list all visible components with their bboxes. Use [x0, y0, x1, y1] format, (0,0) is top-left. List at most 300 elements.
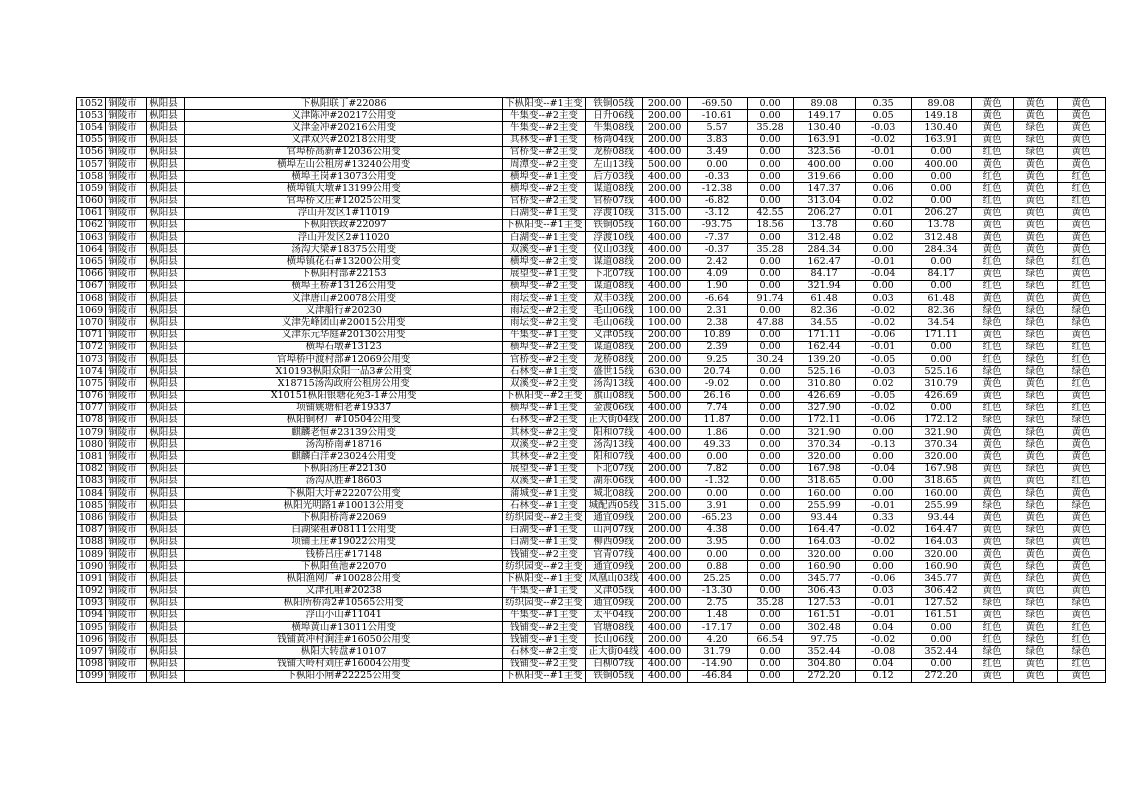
substation-cell: 下枞阳变--#1主变	[503, 98, 585, 110]
value-d-cell: 0.35	[855, 98, 911, 110]
status-color-3-cell: 黄色	[1057, 98, 1105, 110]
station-name-cell: 横埠黄山#13011公用变	[185, 622, 503, 634]
status-color-2-cell: 黄色	[1013, 658, 1057, 670]
status-color-2-cell: 绿色	[1013, 609, 1057, 621]
value-b-cell: 0.00	[747, 524, 793, 536]
status-color-3-cell: 黄色	[1057, 573, 1105, 585]
status-color-2-cell: 绿色	[1013, 524, 1057, 536]
capacity-cell: 160.00	[642, 219, 687, 231]
value-d-cell: -0.06	[855, 573, 911, 585]
value-c-cell: 304.80	[793, 658, 855, 670]
station-name-cell: 义津双兴#20218公用变	[185, 134, 503, 146]
substation-cell: 其林变--#1主变	[503, 134, 585, 146]
value-b-cell: 42.55	[747, 207, 793, 219]
row-number-cell: 1099	[77, 670, 106, 682]
value-a-cell: 2.42	[687, 256, 747, 268]
value-a-cell: 2.38	[687, 317, 747, 329]
value-e-cell: 206.27	[911, 207, 971, 219]
substation-cell: 钱铺变--#2主变	[503, 658, 585, 670]
table-row	[77, 280, 1106, 292]
feeder-line-cell: 城北08线	[585, 488, 642, 500]
status-color-1-cell: 黄色	[971, 585, 1013, 597]
value-b-cell: 0.00	[747, 158, 793, 170]
value-c-cell: 272.20	[793, 670, 855, 682]
substation-cell: 下枞阳变--#1主变	[503, 573, 585, 585]
status-color-2-cell: 黄色	[1013, 158, 1057, 170]
status-color-2-cell: 绿色	[1013, 646, 1057, 658]
status-color-3-cell: 黄色	[1057, 329, 1105, 341]
value-b-cell: 0.00	[747, 585, 793, 597]
row-number-cell: 1080	[77, 439, 106, 451]
status-color-2-cell: 绿色	[1013, 573, 1057, 585]
value-a-cell: -17.17	[687, 622, 747, 634]
status-color-3-cell: 黄色	[1057, 158, 1105, 170]
value-c-cell: 313.04	[793, 195, 855, 207]
value-e-cell: 318.65	[911, 475, 971, 487]
value-b-cell: 47.88	[747, 317, 793, 329]
row-number-cell: 1087	[77, 524, 106, 536]
value-b-cell: 0.00	[747, 98, 793, 110]
substation-cell: 石林变--#1主变	[503, 500, 585, 512]
value-a-cell: -93.75	[687, 219, 747, 231]
status-color-3-cell: 黄色	[1057, 219, 1105, 231]
substation-cell: 横埠变--#1主变	[503, 171, 585, 183]
value-a-cell: 3.91	[687, 500, 747, 512]
substation-cell: 纺织园变--#2主变	[503, 512, 585, 524]
status-color-3-cell: 红色	[1057, 280, 1105, 292]
capacity-cell: 200.00	[642, 536, 687, 548]
substation-cell: 雨坛变--#2主变	[503, 305, 585, 317]
status-color-2-cell: 绿色	[1013, 488, 1057, 500]
station-name-cell: 项铺王庄#19022公用变	[185, 536, 503, 548]
city-cell: 铜陵市	[106, 329, 147, 341]
status-color-2-cell: 黄色	[1013, 378, 1057, 390]
value-d-cell: -0.06	[855, 329, 911, 341]
county-cell: 枞阳县	[147, 524, 185, 536]
value-c-cell: 206.27	[793, 207, 855, 219]
station-name-cell: 钱桥吕庄#17148	[185, 548, 503, 560]
county-cell: 枞阳县	[147, 609, 185, 621]
capacity-cell: 500.00	[642, 158, 687, 170]
county-cell: 枞阳县	[147, 512, 185, 524]
station-name-cell: 官埠桥中渡村部#12069公用变	[185, 353, 503, 365]
station-name-cell: 汤沟桥南#18716	[185, 439, 503, 451]
value-a-cell: -10.61	[687, 110, 747, 122]
county-cell: 枞阳县	[147, 634, 185, 646]
table-row	[77, 219, 1106, 231]
city-cell: 铜陵市	[106, 475, 147, 487]
station-name-cell: 横埠镇大墩#13199公用变	[185, 183, 503, 195]
value-e-cell: 306.42	[911, 585, 971, 597]
table-row	[77, 646, 1106, 658]
row-number-cell: 1072	[77, 341, 106, 353]
capacity-cell: 400.00	[642, 244, 687, 256]
city-cell: 铜陵市	[106, 390, 147, 402]
station-name-cell: 横埠石墩#13123	[185, 341, 503, 353]
table-row	[77, 512, 1106, 524]
value-b-cell: 0.00	[747, 609, 793, 621]
table-row	[77, 122, 1106, 134]
status-color-2-cell: 绿色	[1013, 597, 1057, 609]
value-b-cell: 0.00	[747, 195, 793, 207]
substation-cell: 雨坛变--#1主变	[503, 293, 585, 305]
status-color-1-cell: 红色	[971, 634, 1013, 646]
value-d-cell: -0.05	[855, 353, 911, 365]
value-a-cell: 3.95	[687, 536, 747, 548]
row-number-cell: 1061	[77, 207, 106, 219]
capacity-cell: 315.00	[642, 207, 687, 219]
feeder-line-cell: 浮渡10线	[585, 207, 642, 219]
value-a-cell: -9.02	[687, 378, 747, 390]
status-color-3-cell: 黄色	[1057, 439, 1105, 451]
value-e-cell: 0.00	[911, 146, 971, 158]
county-cell: 枞阳县	[147, 427, 185, 439]
city-cell: 铜陵市	[106, 548, 147, 560]
feeder-line-cell: 谋道08线	[585, 280, 642, 292]
value-b-cell: 0.00	[747, 402, 793, 414]
capacity-cell: 400.00	[642, 402, 687, 414]
value-a-cell: 7.74	[687, 402, 747, 414]
status-color-3-cell: 红色	[1057, 171, 1105, 183]
status-color-3-cell: 黄色	[1057, 134, 1105, 146]
status-color-3-cell: 黄色	[1057, 207, 1105, 219]
table-row	[77, 548, 1106, 560]
value-a-cell: 4.09	[687, 268, 747, 280]
substation-cell: 钱铺变--#2主变	[503, 622, 585, 634]
value-c-cell: 172.11	[793, 414, 855, 426]
value-d-cell: 0.03	[855, 293, 911, 305]
county-cell: 枞阳县	[147, 195, 185, 207]
station-name-cell: 汤沟大梁#18375公用变	[185, 244, 503, 256]
status-color-1-cell: 红色	[971, 341, 1013, 353]
status-color-3-cell: 绿色	[1057, 366, 1105, 378]
city-cell: 铜陵市	[106, 536, 147, 548]
row-number-cell: 1073	[77, 353, 106, 365]
value-a-cell: 49.33	[687, 439, 747, 451]
value-d-cell: -0.08	[855, 646, 911, 658]
table-row	[77, 488, 1106, 500]
status-color-1-cell: 绿色	[971, 305, 1013, 317]
value-e-cell: 171.11	[911, 329, 971, 341]
status-color-1-cell: 绿色	[971, 597, 1013, 609]
value-e-cell: 0.00	[911, 195, 971, 207]
station-name-cell: 浮山开发区2#11020	[185, 232, 503, 244]
capacity-cell: 200.00	[642, 110, 687, 122]
table-row	[77, 414, 1106, 426]
county-cell: 枞阳县	[147, 573, 185, 585]
value-d-cell: 0.00	[855, 280, 911, 292]
value-e-cell: 0.00	[911, 280, 971, 292]
status-color-3-cell: 红色	[1057, 622, 1105, 634]
value-c-cell: 61.48	[793, 293, 855, 305]
value-a-cell: 4.38	[687, 524, 747, 536]
substation-cell: 官桥变--#2主变	[503, 146, 585, 158]
value-a-cell: -0.33	[687, 171, 747, 183]
status-color-1-cell: 绿色	[971, 317, 1013, 329]
city-cell: 铜陵市	[106, 195, 147, 207]
station-name-cell: 下枞阳村部#22153	[185, 268, 503, 280]
value-e-cell: 13.78	[911, 219, 971, 231]
substation-cell: 其林变--#2主变	[503, 451, 585, 463]
value-e-cell: 321.90	[911, 427, 971, 439]
city-cell: 铜陵市	[106, 609, 147, 621]
status-color-1-cell: 黄色	[971, 244, 1013, 256]
capacity-cell: 400.00	[642, 646, 687, 658]
status-color-3-cell: 绿色	[1057, 414, 1105, 426]
value-c-cell: 160.90	[793, 561, 855, 573]
row-number-cell: 1089	[77, 548, 106, 560]
city-cell: 铜陵市	[106, 122, 147, 134]
status-color-2-cell: 绿色	[1013, 329, 1057, 341]
status-color-3-cell: 红色	[1057, 378, 1105, 390]
value-a-cell: -0.37	[687, 244, 747, 256]
capacity-cell: 400.00	[642, 451, 687, 463]
station-name-cell: 汤沟从胜#18603	[185, 475, 503, 487]
table-row	[77, 256, 1106, 268]
value-c-cell: 164.47	[793, 524, 855, 536]
value-b-cell: 0.00	[747, 134, 793, 146]
city-cell: 铜陵市	[106, 658, 147, 670]
city-cell: 铜陵市	[106, 353, 147, 365]
value-a-cell: -6.64	[687, 293, 747, 305]
table-row	[77, 110, 1106, 122]
feeder-line-cell: 金渡06线	[585, 402, 642, 414]
capacity-cell: 400.00	[642, 378, 687, 390]
row-number-cell: 1077	[77, 402, 106, 414]
county-cell: 枞阳县	[147, 366, 185, 378]
value-b-cell: 0.00	[747, 366, 793, 378]
value-d-cell: -0.13	[855, 439, 911, 451]
city-cell: 铜陵市	[106, 402, 147, 414]
status-color-2-cell: 绿色	[1013, 463, 1057, 475]
value-c-cell: 345.77	[793, 573, 855, 585]
capacity-cell: 200.00	[642, 597, 687, 609]
status-color-2-cell: 绿色	[1013, 414, 1057, 426]
capacity-cell: 400.00	[642, 195, 687, 207]
value-d-cell: -0.02	[855, 134, 911, 146]
value-e-cell: 345.77	[911, 573, 971, 585]
value-c-cell: 164.03	[793, 536, 855, 548]
substation-cell: 官桥变--#2主变	[503, 353, 585, 365]
value-d-cell: 0.04	[855, 658, 911, 670]
value-b-cell: 0.00	[747, 512, 793, 524]
value-c-cell: 130.40	[793, 122, 855, 134]
county-cell: 枞阳县	[147, 536, 185, 548]
status-color-1-cell: 绿色	[971, 646, 1013, 658]
value-d-cell: -0.06	[855, 414, 911, 426]
table-row	[77, 585, 1106, 597]
row-number-cell: 1059	[77, 183, 106, 195]
feeder-line-cell: 凤凰山03线	[585, 573, 642, 585]
value-a-cell: 2.31	[687, 305, 747, 317]
capacity-cell: 200.00	[642, 463, 687, 475]
value-b-cell: 0.00	[747, 427, 793, 439]
station-name-cell: 钱铺大岭村刘庄#16004公用变	[185, 658, 503, 670]
status-color-1-cell: 黄色	[971, 268, 1013, 280]
value-d-cell: -0.02	[855, 524, 911, 536]
value-c-cell: 255.99	[793, 500, 855, 512]
value-e-cell: 525.16	[911, 366, 971, 378]
city-cell: 铜陵市	[106, 427, 147, 439]
row-number-cell: 1095	[77, 622, 106, 634]
row-number-cell: 1069	[77, 305, 106, 317]
feeder-line-cell: 旗山08线	[585, 390, 642, 402]
status-color-2-cell: 绿色	[1013, 634, 1057, 646]
feeder-line-cell: 仪山03线	[585, 244, 642, 256]
capacity-cell: 100.00	[642, 268, 687, 280]
value-b-cell: 18.56	[747, 219, 793, 231]
county-cell: 枞阳县	[147, 414, 185, 426]
substation-cell: 官桥变--#2主变	[503, 195, 585, 207]
value-c-cell: 284.34	[793, 244, 855, 256]
feeder-line-cell: 城配西05线	[585, 500, 642, 512]
capacity-cell: 400.00	[642, 232, 687, 244]
capacity-cell: 200.00	[642, 122, 687, 134]
status-color-3-cell: 黄色	[1057, 463, 1105, 475]
capacity-cell: 100.00	[642, 305, 687, 317]
row-number-cell: 1092	[77, 585, 106, 597]
feeder-line-cell: 阳和07线	[585, 427, 642, 439]
value-c-cell: 34.55	[793, 317, 855, 329]
city-cell: 铜陵市	[106, 280, 147, 292]
value-b-cell: 35.28	[747, 122, 793, 134]
table-row	[77, 341, 1106, 353]
status-color-3-cell: 红色	[1057, 658, 1105, 670]
value-c-cell: 147.37	[793, 183, 855, 195]
table-row	[77, 329, 1106, 341]
feeder-line-cell: 太平04线	[585, 609, 642, 621]
capacity-cell: 200.00	[642, 561, 687, 573]
value-d-cell: 0.00	[855, 244, 911, 256]
value-b-cell: 0.00	[747, 171, 793, 183]
value-c-cell: 302.48	[793, 622, 855, 634]
substation-cell: 双溪变--#1主变	[503, 244, 585, 256]
station-name-cell: 横埠王桥#13126公用变	[185, 280, 503, 292]
value-d-cell: 0.01	[855, 207, 911, 219]
status-color-1-cell: 黄色	[971, 561, 1013, 573]
status-color-3-cell: 黄色	[1057, 512, 1105, 524]
value-b-cell: 0.00	[747, 280, 793, 292]
station-name-cell: 下枞阳铁政#22097	[185, 219, 503, 231]
status-color-3-cell: 黄色	[1057, 244, 1105, 256]
status-color-2-cell: 黄色	[1013, 548, 1057, 560]
value-c-cell: 327.90	[793, 402, 855, 414]
value-a-cell: 25.25	[687, 573, 747, 585]
value-c-cell: 323.56	[793, 146, 855, 158]
capacity-cell: 400.00	[642, 475, 687, 487]
county-cell: 枞阳县	[147, 158, 185, 170]
value-c-cell: 82.36	[793, 305, 855, 317]
value-b-cell: 0.00	[747, 536, 793, 548]
county-cell: 枞阳县	[147, 98, 185, 110]
status-color-2-cell: 绿色	[1013, 122, 1057, 134]
status-color-3-cell: 绿色	[1057, 646, 1105, 658]
value-c-cell: 127.53	[793, 597, 855, 609]
value-c-cell: 13.78	[793, 219, 855, 231]
status-color-3-cell: 黄色	[1057, 427, 1105, 439]
status-color-1-cell: 红色	[971, 658, 1013, 670]
status-color-1-cell: 黄色	[971, 158, 1013, 170]
value-d-cell: -0.03	[855, 366, 911, 378]
status-color-3-cell: 黄色	[1057, 268, 1105, 280]
table-row	[77, 171, 1106, 183]
station-name-cell: 下枞阳鱼池#22070	[185, 561, 503, 573]
station-name-cell: 义津孔咀#20238	[185, 585, 503, 597]
substation-cell: 白湖变--#1主变	[503, 232, 585, 244]
station-name-cell: 麒麟老恒#23139公用变	[185, 427, 503, 439]
row-number-cell: 1076	[77, 390, 106, 402]
value-e-cell: 0.00	[911, 634, 971, 646]
substation-cell: 展望变--#1主变	[503, 463, 585, 475]
status-color-1-cell: 黄色	[971, 293, 1013, 305]
county-cell: 枞阳县	[147, 317, 185, 329]
status-color-1-cell: 红色	[971, 353, 1013, 365]
row-number-cell: 1064	[77, 244, 106, 256]
feeder-line-cell: 官塘08线	[585, 622, 642, 634]
capacity-cell: 200.00	[642, 256, 687, 268]
table-row	[77, 597, 1106, 609]
value-e-cell: 352.44	[911, 646, 971, 658]
table-row	[77, 146, 1106, 158]
capacity-cell: 400.00	[642, 439, 687, 451]
row-number-cell: 1054	[77, 122, 106, 134]
feeder-line-cell: 正大街04线	[585, 646, 642, 658]
status-color-2-cell: 绿色	[1013, 500, 1057, 512]
feeder-line-cell: 通宜09线	[585, 512, 642, 524]
county-cell: 枞阳县	[147, 548, 185, 560]
substation-cell: 周潭变--#2主变	[503, 158, 585, 170]
value-d-cell: 0.60	[855, 219, 911, 231]
status-color-2-cell: 绿色	[1013, 256, 1057, 268]
substation-cell: 纺织园变--#2主变	[503, 597, 585, 609]
row-number-cell: 1097	[77, 646, 106, 658]
value-a-cell: 0.00	[687, 548, 747, 560]
row-number-cell: 1081	[77, 451, 106, 463]
table-row	[77, 293, 1106, 305]
county-cell: 枞阳县	[147, 268, 185, 280]
feeder-line-cell: 柳西09线	[585, 536, 642, 548]
city-cell: 铜陵市	[106, 293, 147, 305]
status-color-2-cell: 绿色	[1013, 317, 1057, 329]
status-color-2-cell: 黄色	[1013, 512, 1057, 524]
table-row	[77, 305, 1106, 317]
status-color-1-cell: 黄色	[971, 439, 1013, 451]
status-color-2-cell: 绿色	[1013, 305, 1057, 317]
row-number-cell: 1071	[77, 329, 106, 341]
station-name-cell: 枞阳所桥湾2#10565公用变	[185, 597, 503, 609]
capacity-cell: 630.00	[642, 366, 687, 378]
value-b-cell: 0.00	[747, 414, 793, 426]
value-d-cell: -0.02	[855, 305, 911, 317]
substation-cell: 牛集变--#1主变	[503, 609, 585, 621]
value-e-cell: 172.12	[911, 414, 971, 426]
value-b-cell: 35.28	[747, 597, 793, 609]
county-cell: 枞阳县	[147, 451, 185, 463]
value-b-cell: 0.00	[747, 500, 793, 512]
table-row	[77, 451, 1106, 463]
row-number-cell: 1079	[77, 427, 106, 439]
value-c-cell: 318.65	[793, 475, 855, 487]
value-c-cell: 525.16	[793, 366, 855, 378]
city-cell: 铜陵市	[106, 524, 147, 536]
station-name-cell: 浮山开发区1#11019	[185, 207, 503, 219]
status-color-2-cell: 绿色	[1013, 561, 1057, 573]
status-color-3-cell: 绿色	[1057, 500, 1105, 512]
capacity-cell: 315.00	[642, 500, 687, 512]
city-cell: 铜陵市	[106, 488, 147, 500]
status-color-1-cell: 黄色	[971, 451, 1013, 463]
row-number-cell: 1062	[77, 219, 106, 231]
